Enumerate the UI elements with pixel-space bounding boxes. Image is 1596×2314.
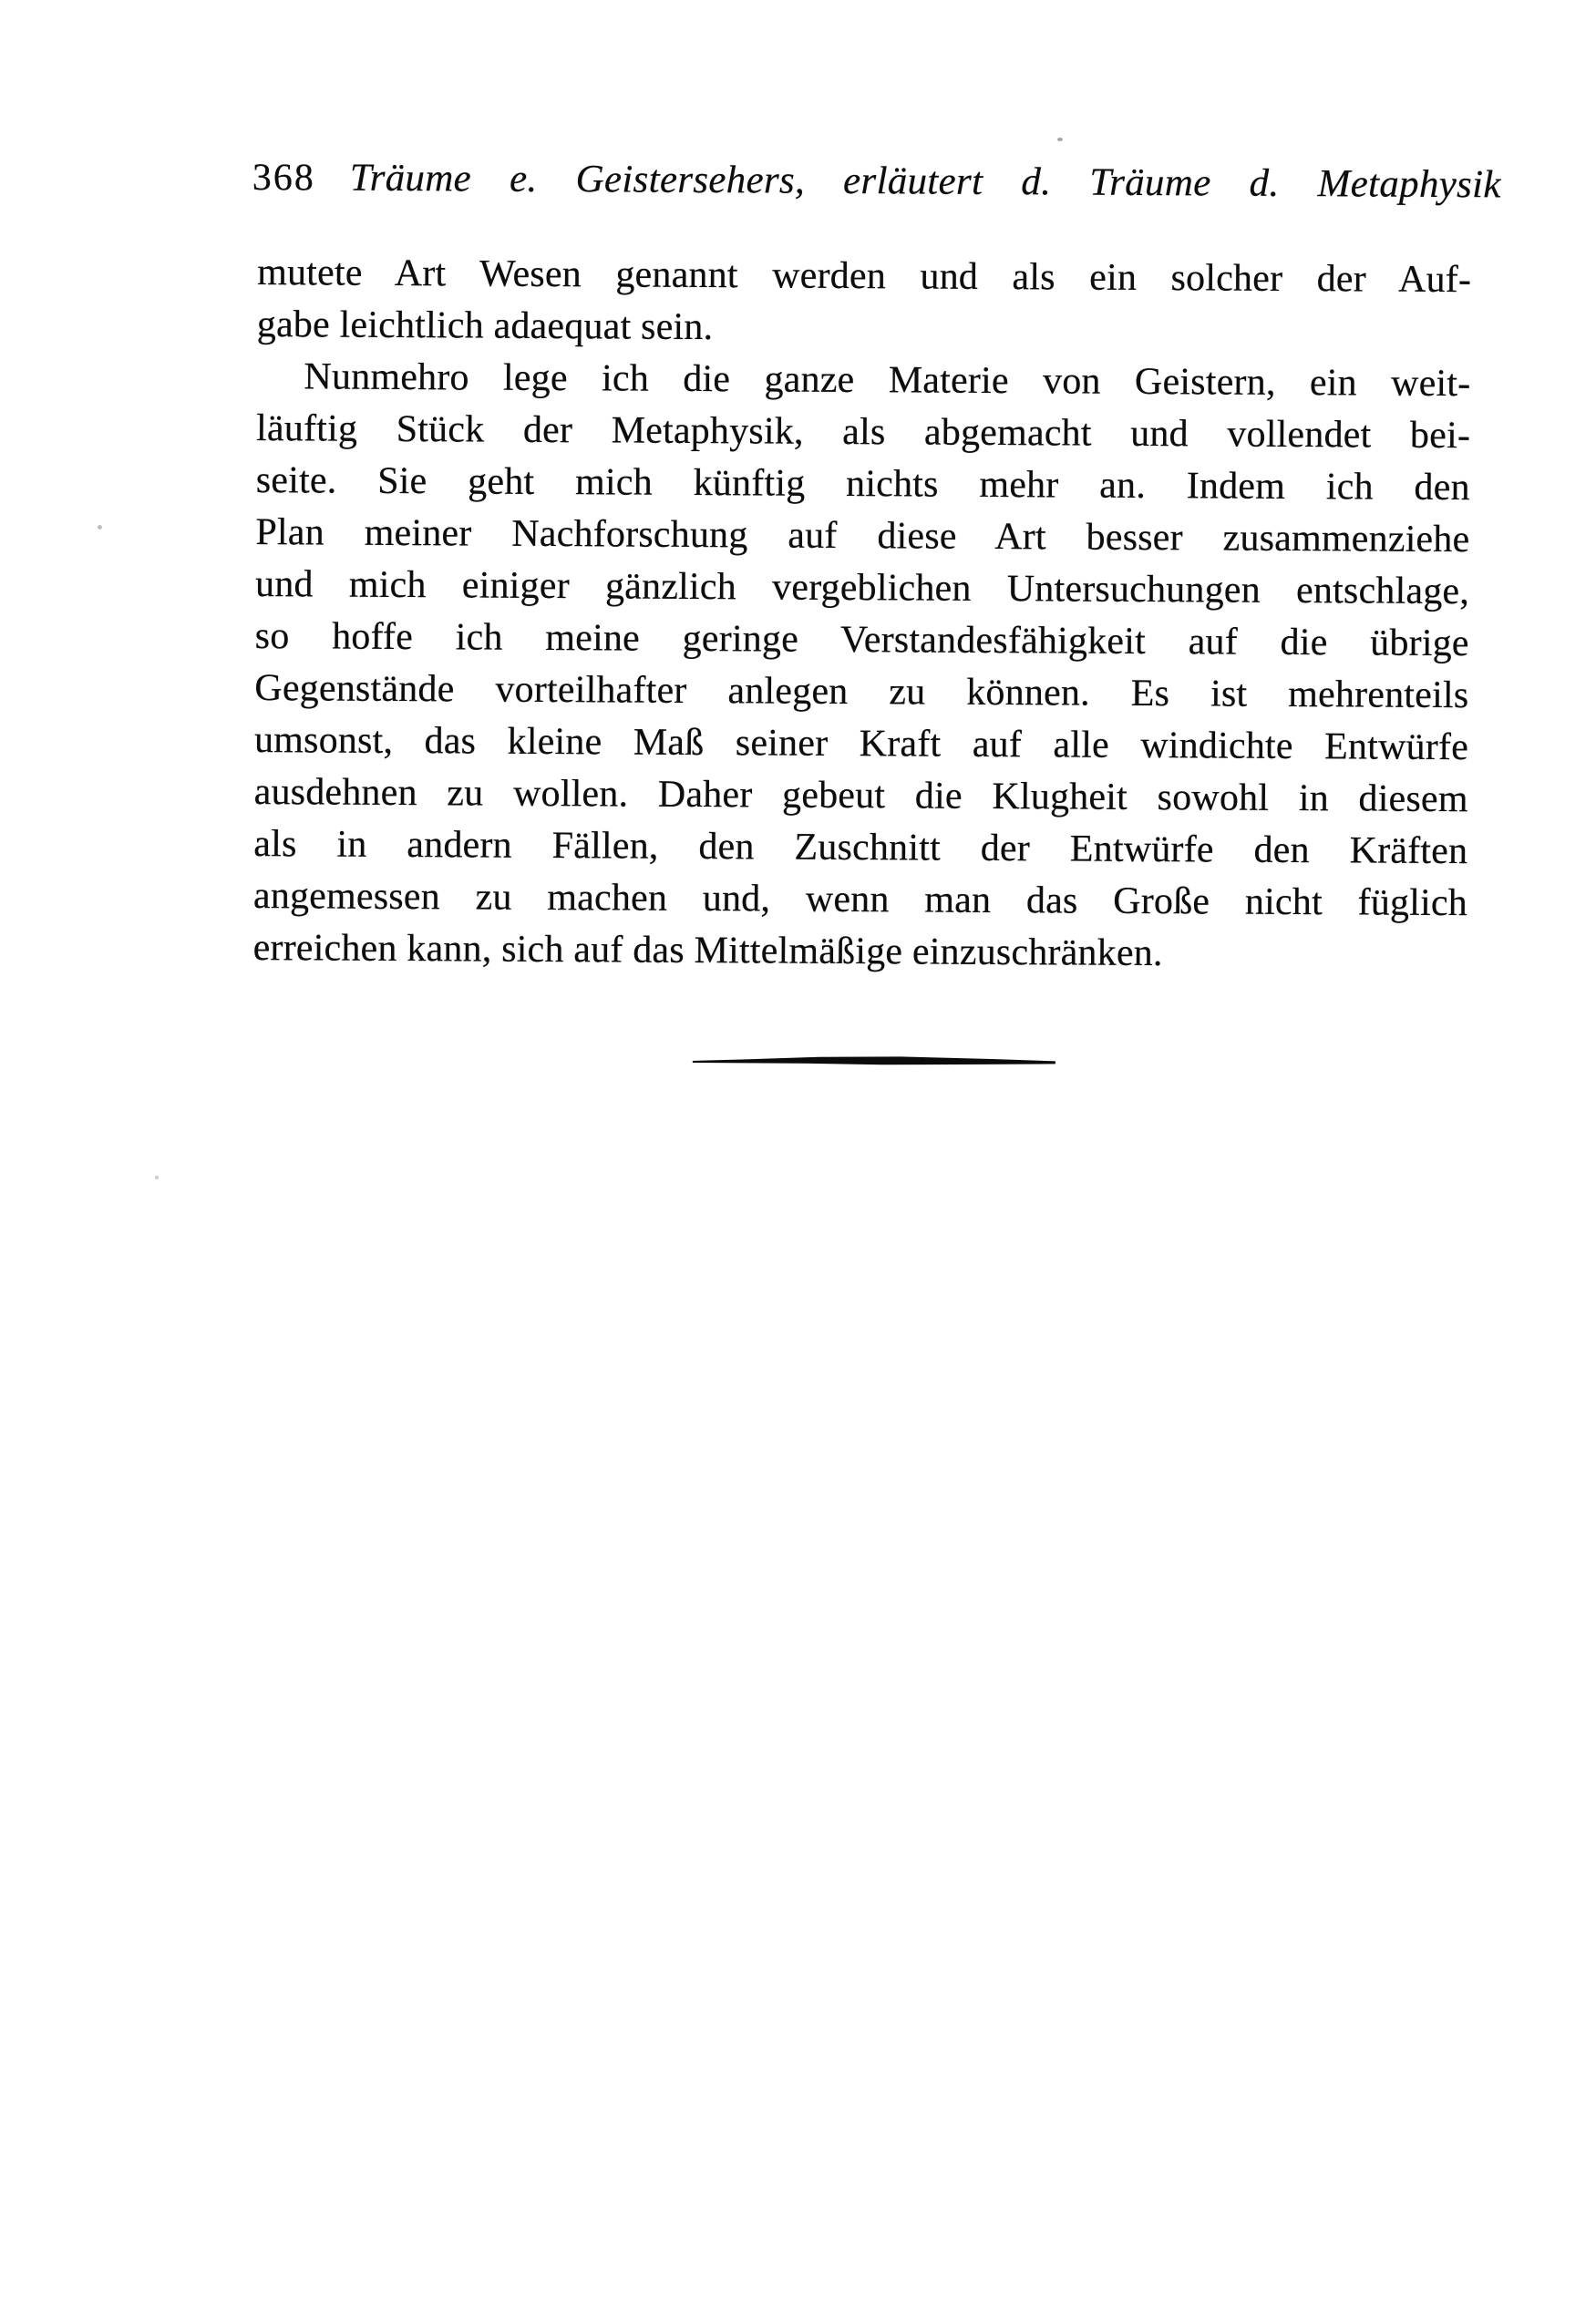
text-line: und mich einiger gänzlich vergeblichen Untersuchungen entschlage, <box>254 563 1470 613</box>
scan-speck <box>98 525 102 530</box>
text-line: als in andern Fällen, den Zuschnitt der Entwürfe den Kräften <box>253 823 1468 873</box>
running-header <box>252 149 1501 214</box>
section-divider-rule <box>691 1052 1057 1068</box>
text-line: Gegenstände vorteilhafter anlegen zu können. Es ist mehrenteils <box>254 667 1469 717</box>
page-content <box>247 149 1501 1071</box>
text-line: Plan meiner Nachforschung auf diese Art besser zusammenziehe <box>255 511 1470 561</box>
text-line: seite. Sie geht mich künftig nichts mehr an. Indem ich den <box>255 459 1470 509</box>
running-title: Träume e. Geistersehers, erläutert d. Träume d. Metaphysik <box>349 156 1501 207</box>
body-text <box>252 247 1471 982</box>
text-line: umsonst, das kleine Maß seiner Kraft auf alle windichte Entwürfe <box>253 719 1469 769</box>
scan-speck <box>1057 138 1063 141</box>
scan-speck <box>155 1176 159 1179</box>
text-line: läuftig Stück der Metaphysik, als abgemacht und vollendet bei- <box>255 407 1471 458</box>
text-line: Nunmehro lege ich die ganze Materie von Geistern, ein weit- <box>304 355 1471 406</box>
text-line: ausdehnen zu wollen. Daher gebeut die Klugheit sowohl in diesem <box>253 771 1468 821</box>
text-line: angemessen zu machen und, wenn man das Große nicht füglich <box>252 875 1468 925</box>
text-line: gabe leichtlich adaequat sein. <box>256 303 714 349</box>
text-line: mutete Art Wesen genannt werden und als ein solcher der Auf- <box>257 252 1472 302</box>
page-number: 368 <box>252 156 315 200</box>
text-line: erreichen kann, sich auf das Mittelmäßige einzuschränken. <box>252 927 1163 975</box>
text-line: so hoffe ich meine geringe Verstandesfähigkeit auf die übrige <box>254 615 1469 665</box>
